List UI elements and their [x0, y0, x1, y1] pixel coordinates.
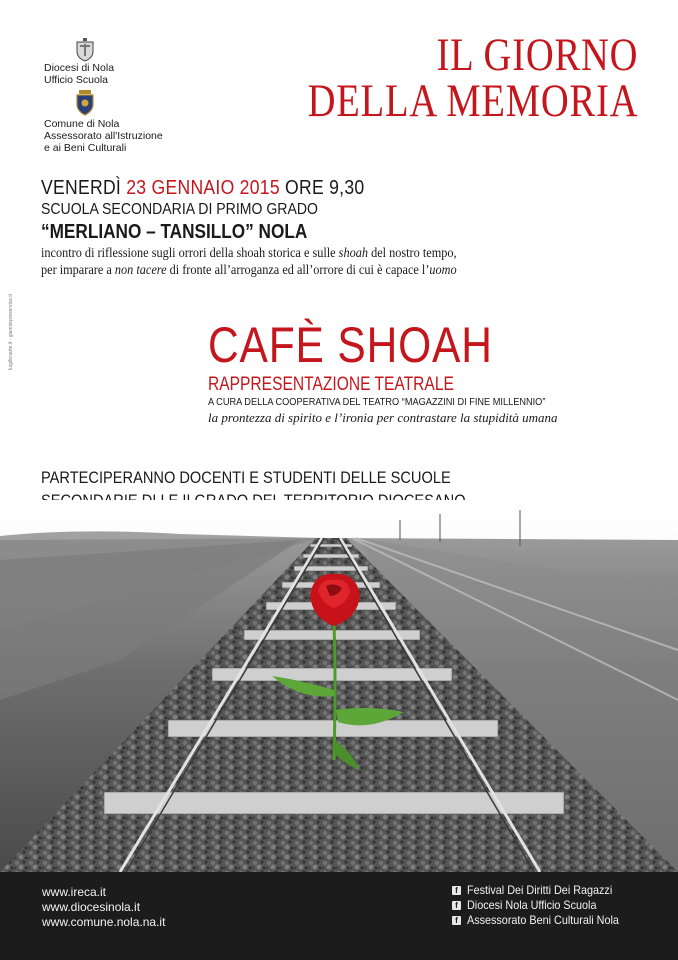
event-description-line2: per imparare a non tacere di fronte all’arroganza ed all’orrore di cui è capace l’uomo [41, 262, 457, 277]
school-name: “MERLIANO – TANSILLO” NOLA [41, 221, 308, 243]
designer-credit: luigifenarte.it - gianniepreservice.it [8, 294, 14, 370]
main-title-line1: IL GIORNO [436, 29, 638, 81]
footer-links [42, 885, 165, 930]
main-title-line2: DELLA MEMORIA [307, 75, 638, 127]
facebook-label: Diocesi Nola Ufficio Scuola [467, 898, 597, 912]
link-diocesinola[interactable]: www.diocesinola.it [42, 900, 141, 914]
facebook-icon: f [452, 886, 461, 895]
city-crest-icon [74, 90, 96, 116]
facebook-icon: f [452, 916, 461, 925]
school-type: SCUOLA SECONDARIA DI PRIMO GRADO [41, 201, 318, 218]
event-description-line1: incontro di riflessione sugli orrori della shoah storica e sulle shoah del nostro tempo, [41, 245, 457, 260]
facebook-item-festival[interactable] [452, 883, 636, 898]
city-department: Assessorato all'Istruzione [44, 130, 163, 142]
facebook-item-assessorato[interactable] [452, 913, 636, 928]
city-department-2: e ai Beni Culturali [44, 142, 127, 154]
show-subtitle: RAPPRESENTAZIONE TEATRALE [208, 374, 454, 395]
event-datetime [41, 176, 569, 200]
city-name: Comune di Nola [44, 118, 120, 130]
diocese-name: Diocesi di Nola [44, 62, 115, 74]
organizer-block [44, 38, 244, 154]
facebook-item-diocesi[interactable] [452, 898, 636, 913]
link-comune-nola[interactable]: www.comune.nola.na.it [42, 915, 166, 929]
main-title [307, 29, 638, 127]
facebook-label: Festival Dei Diritti Dei Ragazzi [467, 883, 613, 897]
show-block [208, 318, 648, 426]
event-block [41, 176, 641, 278]
link-ireca[interactable]: www.ireca.it [42, 885, 107, 899]
participants-line1: PARTECIPERANNO DOCENTI E STUDENTI DELLE SCUOLE [41, 468, 451, 487]
event-day: VENERDÌ [41, 177, 122, 199]
event-date: 23 GENNAIO 2015 [126, 177, 280, 199]
event-time: ORE 9,30 [285, 177, 365, 199]
show-tagline: la prontezza di spirito e l’ironia per contrastare la stupidità umana [208, 410, 558, 425]
facebook-icon: f [452, 901, 461, 910]
show-title: CAFÈ SHOAH [208, 317, 493, 373]
facebook-label: Assessorato Beni Culturali Nola [467, 913, 619, 927]
diocese-office: Ufficio Scuola [44, 74, 109, 86]
show-producer: A CURA DELLA COOPERATIVA DEL TEATRO “MAGAZZINI DI FINE MILLENNIO” [208, 397, 546, 408]
facebook-pages [452, 883, 636, 928]
diocese-crest-icon [74, 38, 96, 62]
railway-rose-photo [0, 500, 678, 872]
footer [0, 872, 678, 960]
